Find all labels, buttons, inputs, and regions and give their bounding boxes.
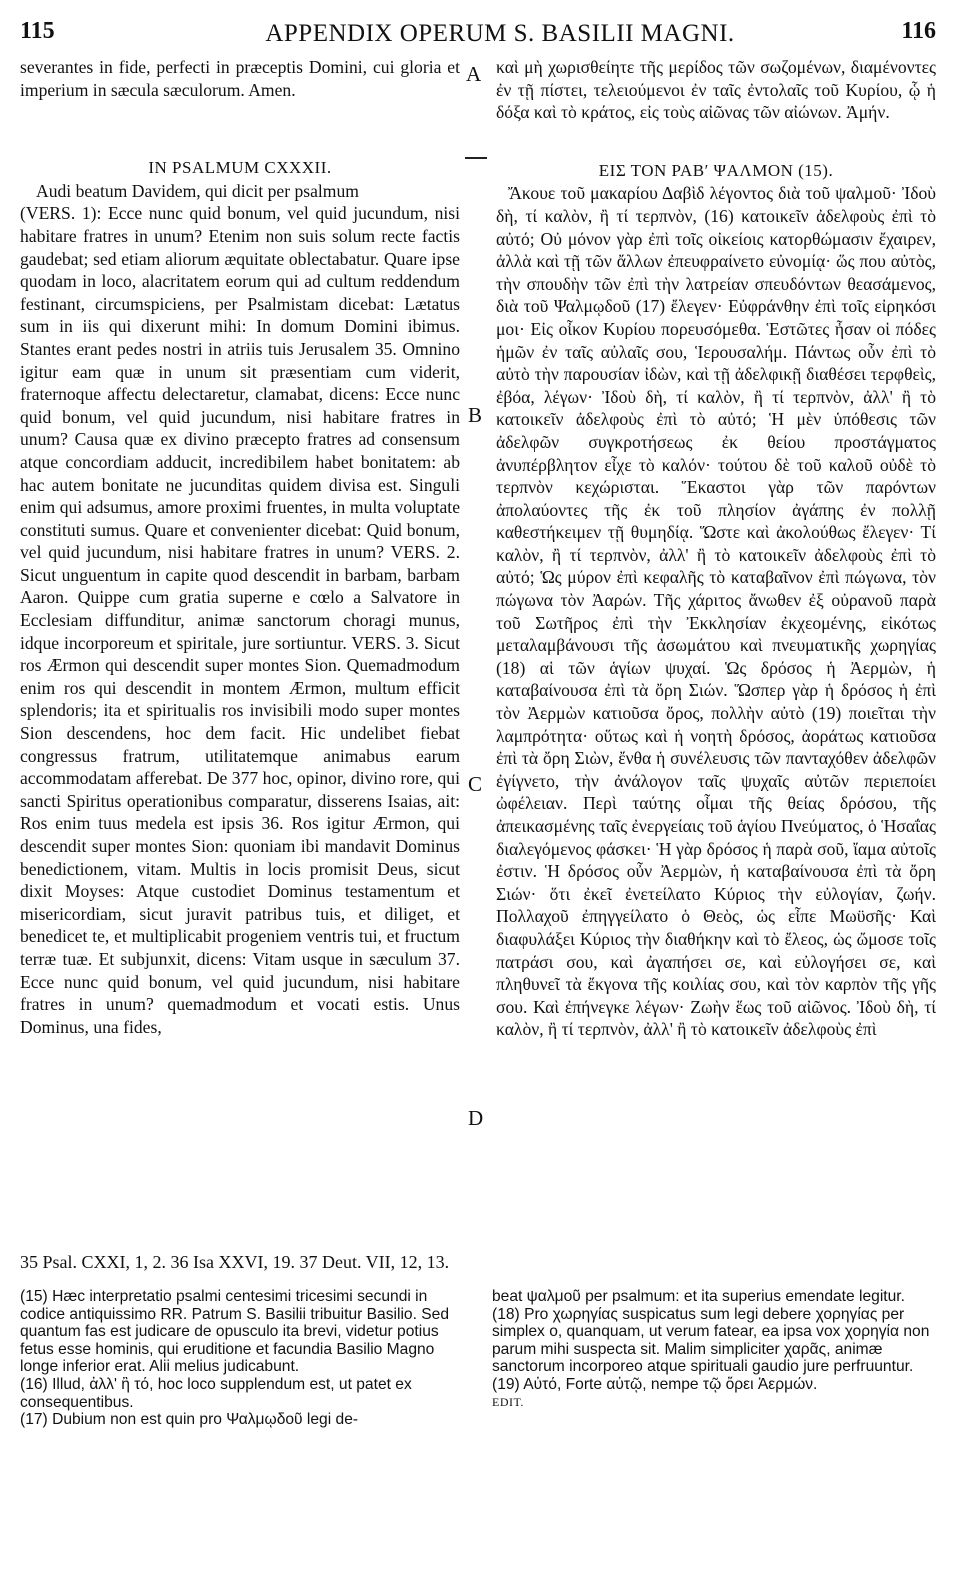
page-header: [20, 18, 936, 50]
latin-paragraph-body: (VERS. 1): Ecce nunc quid bonum, vel quid jucundum, nisi habitare fratres in unum? Etenim non suis solum recte factis gaudebat; sed etiam aliorum æquitate oblectabatur. Quare ipse quodam in loco, alacritatem eorum qui ad cultum reddendum festinant, circumspiciens, per Psalmistam dicebat: Lætatus sum in iis qui dixerunt mihi: In domum Domini ibimus. Stantes erant pedes nostri in atriis tuis Jerusalem 35. Omnino igitur eam quæ in unum sit præsentiam cum viderit, fraternoque affectu delectaretur, clamabat, dicens: Ecce nunc quid bonum, vel quid jucundum, nisi habitare fratres in unum? Causa quæ ex divino præcepto fratres ad consensum atque concordiam adducit, incredibilem habet bonitatem: ab hac autem bonitate ne jucunditas quidem divisa est. Singuli enim qui adsumus, amore proximi fruentes, in multa voluptate constituti sumus. Quare et convenienter dicebat: Quid bonum, vel quid jucundum, nisi habitare fratres in unum? VERS. 2. Sicut unguentum in capite quod descendit in barbam, barbam Aaron. Quippe cum gratia superne e cœlo a Salvatore in Ecclesiam diffunditur, animæ sanctorum choragi munus, idque incorporeum et spiritale, jure sortiuntur. VERS. 3. Sicut ros Ærmon qui descendit super montes Sion. Quemadmodum enim ros qui descendit in montem Ærmon, multum efficit splendoris; ita et spiritualis ros invisibili modo super montes Sion descendens, hoc dem facit. Hic undelibet fiebat congressus fratrum, utilitatemque animabus earum accommodatam afferebat. De 377 hoc, opinor, divino rore, qui sancti Spiritus operationibus comparatur, disserens Isaias, ait: Ros enim tuus medela est ipsis 36. Ros igitur Ærmon, qui descendit super montes Sion: quoniam ibi mandavit Dominus benedictionem, vitam. Multis in locis promisit Deus, sicut dixit Moyses: Atque custodiet Dominus testamentum et misericordiam, sicut juravit patribus tuis, et diliget, et benedicet te, et multiplicabit progeniem ventris tui, et fructum terræ tuæ. Et subjunxit, dicens: Vitam usque in sæculum 37. Ecce nunc quid bonum, vel quid jucundum, nisi habitare fratres in unum? quemadmodum et vocati estis. Unus Dominus, una fides,: [20, 203, 460, 1037]
latin-column: [20, 56, 460, 1038]
section-separator: [465, 157, 487, 159]
note-17-continued: beat ψαλμοῦ per psalmum: et ita superius emendate legitur.: [492, 1288, 905, 1305]
margin-marker-a: A: [466, 62, 482, 86]
margin-marker-b: B: [468, 403, 483, 427]
note-19: (19) Αὐτό, Forte αὐτῷ, nempe τῷ ὄρει Ἀερμών.: [492, 1375, 818, 1393]
greek-paragraph-body: Ἄκουε τοῦ μακαρίου Δαβὶδ λέγοντος διὰ τοῦ ψαλμοῦ· Ἰδοὺ δὴ, τί καλὸν, ἢ τί τερπνὸν, (16) κατοικεῖν ἀδελφοὺς ἐπὶ τὸ αὐτό; Οὐ μόνον γὰρ ἐπὶ τοῖς οἰκείοις κατορθώμασιν ἔχαιρεν, ἀλλὰ καὶ τῇ τῶν ἄλλων ἐπευφραίνετο εὐνομίᾳ· ὥς που αὐτὸς, τὴν σπουδὴν τῶν ἐπὶ τὴν λατρείαν σπευδόντων θεασάμενος, διὰ τοῦ Ψαλμῳδοῦ (17) ἔλεγεν· Εὐφράνθην ἐπὶ τοῖς εἰρηκόσι μοι· Εἰς οἶκον Κυρίου πορευσόμεθα. Ἑστῶτες ἦσαν οἱ πόδες ἡμῶν ἐν ταῖς αὐλαῖς σου, Ἱερουσαλήμ. Πάντως οὖν ἐπὶ τὸ αὐτὸ τὴν παρουσίαν ἰδὼν, καὶ τῇ ἀδελφικῇ διαθέσει τερφθεὶς, ἐβόα, λέγων· Ἰδοὺ δὴ, τί καλὸν, ἢ τί τερπνὸν, ἀλλ' ἢ τὸ κατοικεῖν ἀδελφοὺς ἐπὶ τὸ αὐτό; Ἡ μὲν ὑπόθεσις τῶν ἀδελφῶν συγκροτήσεως ἐκ θείου προστάγματος ἀνυπέρβλητον εἶχε τὸ καλόν· τούτου δὲ τοῦ καλοῦ οὐδὲ τὸ τερπνὸν κεχώρισται. Ἕκαστοι γὰρ τῶν παρόντων ἀπολαύοντες τῆς ἐκ τοῦ πλησίον ἀγάπης ἐν πολλῇ καθεστήκειμεν τῇ θυμηδίᾳ. Ὥστε καὶ ἀκολούθως ἔλεγεν· Τί καλὸν, ἢ τί τερπνὸν, ἀλλ' ἢ τὸ κατοικεῖν ἀδελφοὺς ἐπὶ τὸ αὐτό; Ὡς μύρον ἐπὶ κεφαλῆς τὸ καταβαῖνον ἐπὶ πώγωνα, τὸν πώγωνα τὸν Ἀαρών. Τῆς χάριτος ἄνωθεν ἐξ οὐρανοῦ παρὰ τοῦ Σωτῆρος ἐπὶ τὴν Ἐκκλησίαν ἐκχεομένης, εἰκότως μεταλαμβάνουσι τῆς ἀσωμάτου καὶ πνευματικῆς χωρηγίας (18) αἱ τῶν ἁγίων ψυχαί. Ὡς δρόσος ἡ Ἀερμὼν, ἡ καταβαίνουσα ἐπὶ τὰ ὄρη Σιών. Ὥσπερ γὰρ ἡ δρόσος ἡ ἐπὶ τὸν Ἀερμὼν κατιοῦσα ὄρος, πολλὴν αὐτὸ (19) ποιεῖται τὴν λαμπρότητα· οὕτως καὶ ἡ νοητὴ δρόσος, ἀοράτως κατιοῦσα ἐπὶ τὰ ὄρη Σιὼν, ἔνθα ἡ συνέλευσις τῶν πανταχόθεν ἀδελφῶν ἐγίγνετο, τὴν ἀνάλογον ταῖς ψυχαῖς αὐτῶν περιεποίει ὠφέλειαν. Περὶ ταύτης οἶμαι τῆς θείας δρόσου, τῆς ἀπεικασμένης ταῖς ἐνεργείαις τοῦ ἁγίου Πνεύματος, ὁ Ἡσαΐας διαλεγόμενος φάσκει· Ἡ γὰρ δρόσος ἡ παρὰ σοῦ, ἴαμα αὐτοῖς ἐστιν. Ἡ δρόσος οὖν Ἀερμὼν, ἡ καταβαίνουσα ἐπὶ τὰ ὄρη Σιών· ὅτι ἐκεῖ ἐνετείλατο Κύριος τὴν εὐλογίαν, ζωήν. Πολλαχοῦ ἐπηγγείλατο ὁ Θεὸς, ὡς εἶπε Μωϋσῆς· Καὶ διαφυλάξει Κύριος τὴν διαθήκην καὶ τὸ ἔλεος, ὡς ὤμοσε τοῖς πατράσι σου, καὶ ἀγαπήσει σε, καὶ εὐλογήσει σε, καὶ πληθυνεῖ τὰ ἔκγονα τῆς κοιλίας σου, καὶ τὸν καρπὸν τῆς γῆς σου. Καὶ ἐπήνεγκε λέγων· Ζωὴν ἕως τοῦ αἰῶνος. Ἰδοὺ δὴ, τί καλὸν, ἢ τί τερπνὸν, ἀλλ' ἢ τὸ κατοικεῖν ἀδελφοὺς ἐπὶ: [496, 183, 936, 1040]
note-15: (15) Hæc interpretatio psalmi centesimi tricesimi secundi in codice antiquissimo RR. Patrum S. Basilii tribuitur Basilio. Sed quantum fas est judicare de opusculo ita brevi, videtur potius fetus esse hominis, qui eruditione et facundia Basilio Magno longe inferior erat. Alii melius judicabunt.: [20, 1288, 449, 1376]
greek-heading: ΕΙΣ ΤΟΝ ΡΑΒʹ ΨΑΛΜΟΝ (15).: [598, 160, 834, 180]
latin-paragraph-opening: Audi beatum Davidem, qui dicit per psalmum: [36, 180, 359, 201]
margin-marker-c: C: [468, 772, 483, 796]
running-title: APPENDIX OPERUM S. BASILII MAGNI.: [265, 20, 735, 47]
margin-marker-d: D: [468, 1106, 484, 1130]
page-number-right: 116: [901, 18, 936, 44]
greek-column: [496, 56, 936, 1041]
scripture-references: 35 Psal. CXXI, 1, 2. 36 Isa XXVI, 19. 37 Deut. VII, 12, 13.: [20, 1252, 450, 1272]
note-18: (18) Pro χωρηγίας suspicatus sum legi debere χορηγίας per simplex o, quanquam, ut verum fatear, ea ipsa vox χορηγία non parum mihi suspecta sit. Malim simpliciter χαρᾶς, animæ sanctorum incorporeo atque spirituali gaudio jure perfruuntur.: [492, 1305, 930, 1376]
latin-intro: severantes in fide, perfecti in præceptis Domini, cui gloria et imperium in sæcula sæculorum. Amen.: [20, 57, 460, 100]
greek-intro: καὶ μὴ χωρισθείητε τῆς μερίδος τῶν σωζομένων, διαμένοντες ἐν τῇ πίστει, τελειούμενοι ἐν ταῖς ἐντολαῖς τοῦ Κυρίου, ᾧ ἡ δόξα καὶ τὸ κράτος, εἰς τοὺς αἰῶνας τῶν αἰώνων. Ἀμήν.: [496, 57, 936, 123]
page-number-left: 115: [20, 18, 55, 44]
latin-heading: IN PSALMUM CXXXII.: [148, 158, 332, 178]
note-17-start: (17) Dubium non est quin pro Ψαλμῳδοῦ legi de-: [20, 1411, 359, 1429]
notes-left: [20, 1288, 462, 1429]
editor-mark: EDIT.: [492, 1394, 524, 1409]
notes-right: [492, 1288, 936, 1411]
note-16: (16) Illud, ἀλλ' ἢ τό, hoc loco supplendum est, ut patet ex consequentibus.: [20, 1375, 412, 1411]
